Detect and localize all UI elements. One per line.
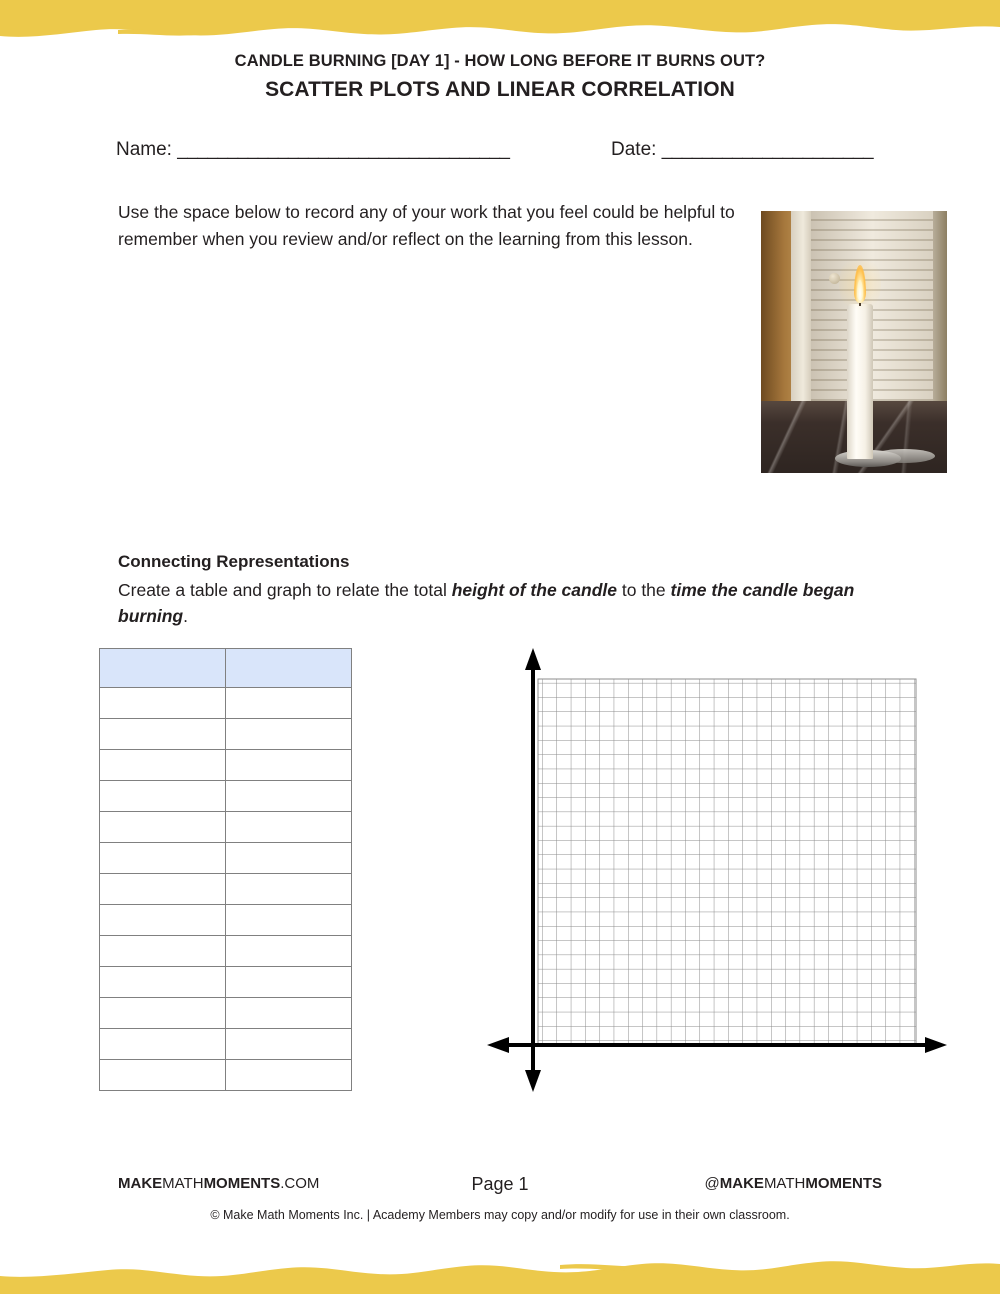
page-title: [0, 52, 1000, 102]
table-row: [100, 781, 352, 812]
cr-text-part1: Create a table and graph to relate the total: [118, 580, 452, 600]
photo-candle-body: [847, 304, 873, 459]
data-table[interactable]: [99, 648, 352, 1091]
date-label: Date:: [611, 139, 657, 160]
table-cell-y[interactable]: [226, 843, 352, 874]
instructions-text: Use the space below to record any of your work that you feel could be helpful to remember when you review and/or reflect on the learning from this lesson.: [118, 202, 735, 249]
lesson-subtitle: CANDLE BURNING [DAY 1] - HOW LONG BEFORE IT BURNS OUT?: [234, 52, 766, 70]
footer-handle-math: MATH: [763, 1175, 806, 1192]
cr-emphasis-height: height of the candle: [451, 580, 617, 600]
table-header-cell-2[interactable]: [226, 649, 352, 688]
table-cell-y[interactable]: [226, 874, 352, 905]
table-cell-x[interactable]: [100, 812, 226, 843]
photo-blinds-shading: [811, 211, 947, 424]
name-field[interactable]: [116, 139, 509, 161]
table-header-row: [100, 649, 352, 688]
table-row: [100, 843, 352, 874]
page-number: Page 1: [471, 1174, 529, 1194]
table-cell-x[interactable]: [100, 1060, 226, 1091]
footer-website-moments: MOMENTS: [203, 1175, 281, 1192]
table-cell-x[interactable]: [100, 905, 226, 936]
table-cell-y[interactable]: [226, 719, 352, 750]
candle-photo: [761, 211, 947, 473]
table-cell-x[interactable]: [100, 1029, 226, 1060]
table-row: [100, 688, 352, 719]
table-row: [100, 1029, 352, 1060]
table-row: [100, 874, 352, 905]
footer-website-math: MATH: [162, 1175, 204, 1192]
table-row: [100, 936, 352, 967]
table-cell-x[interactable]: [100, 688, 226, 719]
table-cell-y[interactable]: [226, 750, 352, 781]
graph-grid: [538, 679, 916, 1045]
table-cell-y[interactable]: [226, 998, 352, 1029]
table-row: [100, 967, 352, 998]
table-row: [100, 750, 352, 781]
date-rule: _____________________: [661, 139, 874, 160]
table-cell-x[interactable]: [100, 998, 226, 1029]
table-cell-y[interactable]: [226, 812, 352, 843]
cr-text-part3: .: [183, 606, 188, 626]
copyright-notice: © Make Math Moments Inc. | Academy Members may copy and/or modify for use in their own classroom.: [210, 1208, 790, 1222]
date-field[interactable]: [611, 139, 873, 161]
footer-social-handle[interactable]: [705, 1175, 882, 1192]
table-cell-x[interactable]: [100, 750, 226, 781]
table-cell-y[interactable]: [226, 1060, 352, 1091]
table-cell-x[interactable]: [100, 967, 226, 998]
table-cell-x[interactable]: [100, 936, 226, 967]
cr-text-part2: to the: [617, 580, 671, 600]
table-header-cell-1[interactable]: [100, 649, 226, 688]
table-cell-y[interactable]: [226, 905, 352, 936]
photo-door-frame: [791, 211, 813, 426]
footer-handle-make: MAKE: [719, 1175, 764, 1192]
cr-emphasis-time: time the candle began burning: [118, 580, 855, 626]
table-cell-y[interactable]: [226, 936, 352, 967]
table-row: [100, 905, 352, 936]
table-row: [100, 812, 352, 843]
table-row: [100, 719, 352, 750]
footer-website-make: MAKE: [118, 1175, 163, 1192]
connecting-representations-heading: Connecting Representations: [118, 552, 350, 571]
photo-flame-core: [857, 280, 863, 300]
table-cell-y[interactable]: [226, 967, 352, 998]
lesson-title: SCATTER PLOTS AND LINEAR CORRELATION: [265, 78, 735, 101]
table-row: [100, 998, 352, 1029]
table-cell-x[interactable]: [100, 719, 226, 750]
name-label: Name:: [116, 139, 172, 160]
bottom-brush-band: [0, 1250, 1000, 1294]
table-row: [100, 1060, 352, 1091]
name-rule: _________________________________: [177, 139, 510, 160]
table-cell-y[interactable]: [226, 781, 352, 812]
table-cell-y[interactable]: [226, 688, 352, 719]
footer: [0, 1175, 1000, 1197]
footer-handle-moments: MOMENTS: [805, 1175, 882, 1192]
table-cell-x[interactable]: [100, 874, 226, 905]
top-brush-band: [0, 0, 1000, 42]
footer-at-symbol: @: [704, 1175, 720, 1192]
table-cell-y[interactable]: [226, 1029, 352, 1060]
footer-website-tld: .COM: [280, 1175, 320, 1192]
table-cell-x[interactable]: [100, 781, 226, 812]
data-table-body: [100, 649, 352, 1091]
connecting-representations-text: [118, 577, 858, 629]
graph-area[interactable]: [485, 640, 955, 1110]
table-cell-x[interactable]: [100, 843, 226, 874]
photo-blinds-edge: [933, 211, 947, 424]
